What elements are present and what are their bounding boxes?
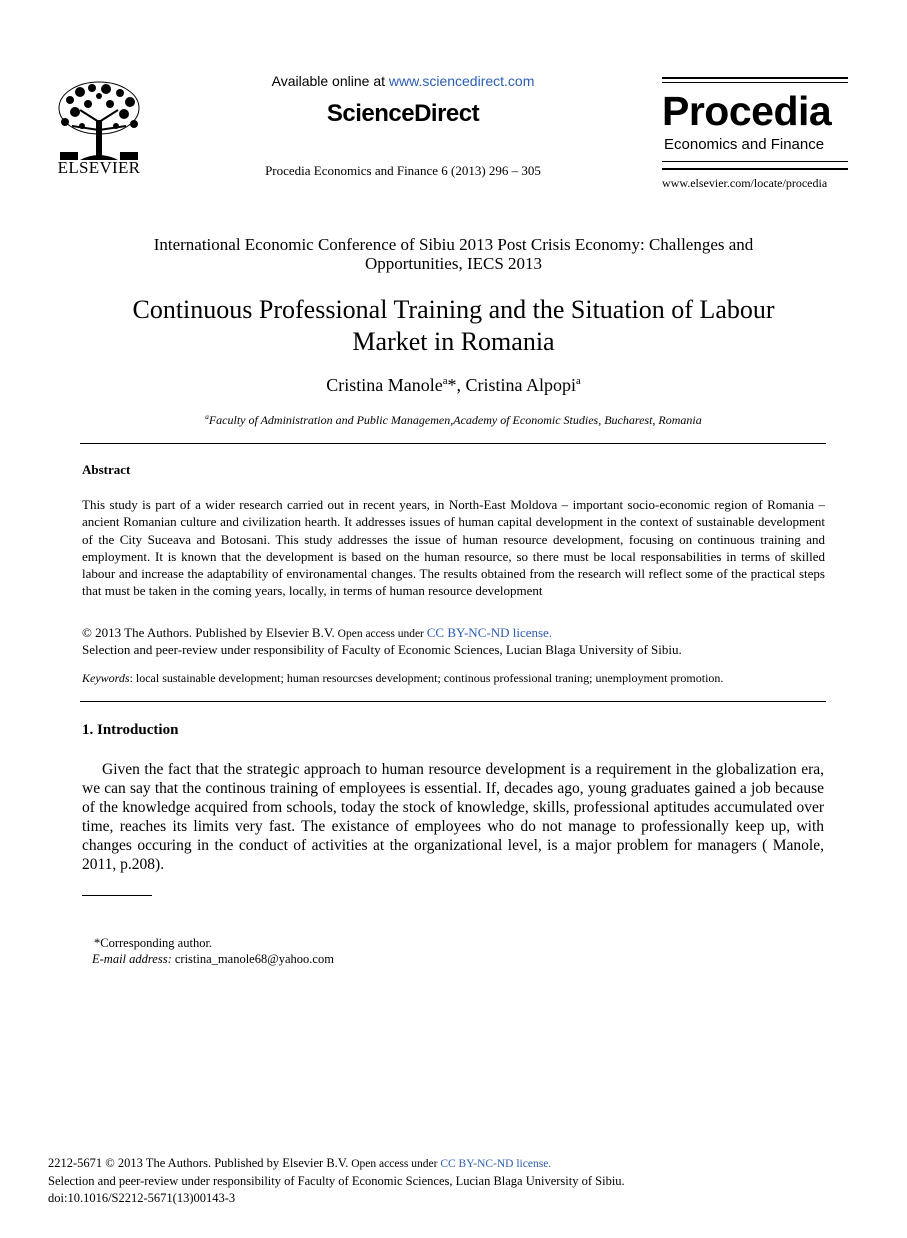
conference-line: Opportunities, IECS 2013 [364, 254, 543, 273]
corresponding-author-note: *Corresponding author. [94, 936, 213, 950]
conference-name [80, 235, 827, 273]
conference-line: International Economic Conference of Sibiu 2013 Post Crisis Economy: Challenges and [153, 235, 754, 254]
title-line: Continuous Professional Training and the Situation of Labour [132, 295, 775, 324]
keywords-text: : local sustainable development; human resourcses development; continous professional traning; unemployment promotion. [129, 671, 724, 685]
keywords-label: Keywords [82, 671, 130, 685]
footer-line: Selection and peer-review under responsibility of Faculty of Economic Sciences, Lucian Blaga University of Sibiu. [48, 1174, 625, 1188]
email-address[interactable]: cristina_manole68@yahoo.com [171, 952, 334, 966]
peer-review-line: Selection and peer-review under responsibility of Faculty of Economic Sciences, Lucian Blaga University of Sibiu. [82, 642, 682, 657]
procedia-rule [662, 168, 848, 170]
email-line [92, 952, 334, 967]
section-divider [80, 701, 826, 702]
license-link[interactable]: CC BY-NC-ND license. [426, 625, 553, 640]
abstract-heading: Abstract [82, 462, 131, 477]
abstract-text: This study is part of a wider research carried out in recent years, in North-East Moldova – important socio-economic region of Romania – ancient Romanian culture and civilization hearth. It addresses issues of human capital development in the context of sustainable development of the City Suceava and Botosani. This study addresses the issue of human resource development, focusing on continuous training and employment. It is known that the development is based on the human resource, so there must be local responsabilities in terms of skilled labour and increase the adaptability of environamental changes. The results obtained from the research will reflect some of the practical steps that must be taken in the coming years, locally, in terms of human resource development [82, 497, 825, 599]
paper-title [80, 294, 827, 358]
procedia-rule [662, 82, 848, 83]
section-divider [80, 443, 826, 444]
procedia-logo-text: Procedia [662, 88, 832, 134]
open-access-text: Open access under [334, 628, 427, 640]
affiliation [80, 413, 827, 428]
author-name: Cristina Manole [326, 375, 443, 395]
author-affiliation-mark: a [576, 375, 581, 387]
keywords-line [82, 671, 825, 686]
procedia-subtitle: Economics and Finance [664, 136, 825, 153]
author-affiliation-mark: a [442, 375, 448, 387]
available-online-line [230, 73, 576, 89]
footer-doi[interactable]: doi:10.1016/S2212-5671(13)00143-3 [48, 1191, 236, 1205]
introduction-heading: 1. Introduction [82, 722, 179, 738]
footer-line [48, 1155, 808, 1173]
footnote-rule [82, 895, 152, 896]
available-label: Available online at [271, 73, 389, 89]
copyright-block [82, 625, 825, 658]
procedia-rule [662, 161, 848, 162]
procedia-rule [662, 77, 848, 79]
author-separator: *, [447, 375, 466, 395]
affiliation-mark: a [205, 413, 209, 421]
footer-license-link[interactable]: CC BY-NC-ND license. [440, 1158, 552, 1170]
email-label: E-mail address: [92, 952, 172, 966]
journal-reference: Procedia Economics and Finance 6 (2013) 296 – 305 [265, 163, 541, 178]
footer-open-access: Open access under [348, 1158, 441, 1170]
author-name: Cristina Alpopi [465, 375, 576, 395]
author-list [80, 375, 827, 396]
title-line: Market in Romania [352, 327, 555, 356]
procedia-url[interactable]: www.elsevier.com/locate/procedia [662, 176, 828, 190]
sciencedirect-link[interactable]: www.sciencedirect.com [388, 73, 535, 89]
page-footer [48, 1155, 808, 1207]
elsevier-wordmark: ELSEVIER [57, 158, 141, 177]
sciencedirect-brand: ScienceDirect [326, 100, 480, 127]
introduction-text: Given the fact that the strategic approach to human resource development is a requirement in the globalization era, we can say that the continous training of employees is essential. If, decades ago, young graduates gained a job because of the knowledge acquired from schools, today the stock of knowledge, skills, professional aptitudes accumulated over time, reaches its limits very fast. The existance of employees who do not manage to professionally keep up, with changes occuring in the conduct of activities at the organizational level, is a major problem for managers ( Manole, 2011, p.208). [82, 761, 824, 873]
footer-issn-copyright: 2212-5671 © 2013 The Authors. Published by Elsevier B.V. [48, 1156, 349, 1170]
affiliation-text: Faculty of Administration and Public Managemen,Academy of Economic Studies, Bucharest, Romania [208, 413, 702, 427]
copyright-text: © 2013 The Authors. Published by Elsevier B.V. [82, 625, 335, 640]
copyright-line [82, 625, 825, 642]
